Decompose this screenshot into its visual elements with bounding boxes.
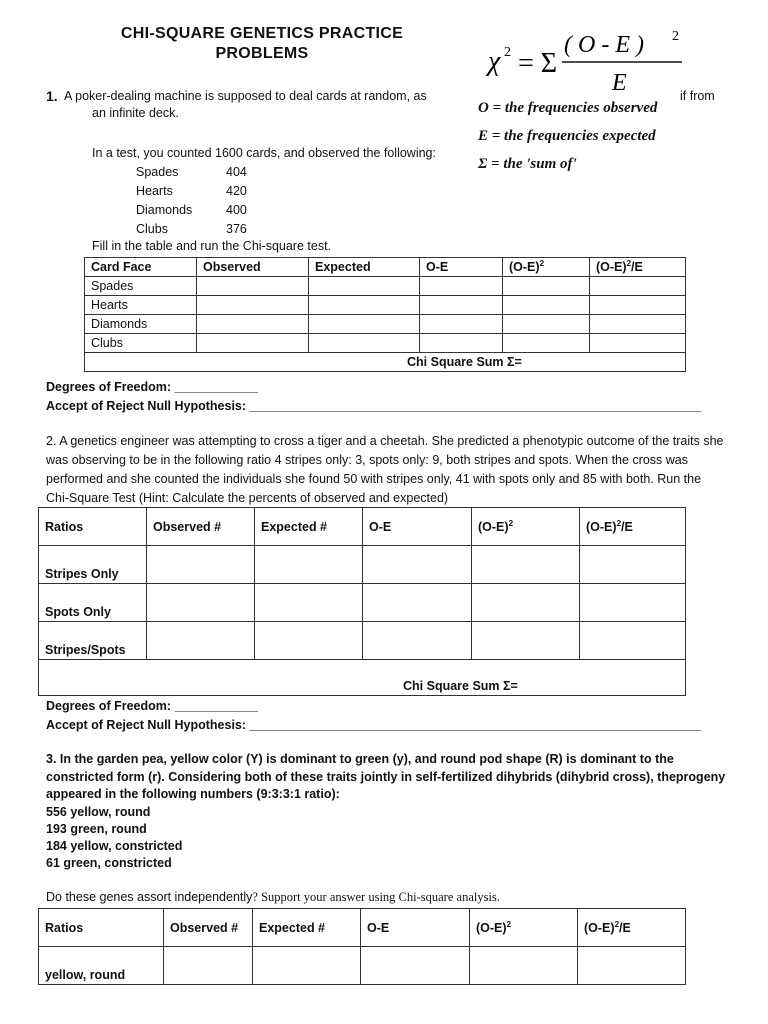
q1-table: [84, 257, 686, 372]
suit-value: 376: [226, 222, 247, 236]
chi-square-sum[interactable]: Chi Square Sum Σ=: [85, 353, 686, 372]
q3-text: 3. In the garden pea, yellow color (Y) is dominant to green (y), and round pod shape (R) is dominant to the constricted form (r). Considering both of these traits jointly in self-fertilized dihybrids (dihybrid cross), theprogeny appeared in the following numbers (9:3:3:1 ratio):: [46, 752, 726, 801]
suit-value: 420: [226, 184, 247, 198]
q1-instructions: Fill in the table and run the Chi-square test.: [92, 239, 332, 253]
page-title: CHI-SQUARE GENETICS PRACTICE PROBLEMS: [120, 25, 404, 62]
q1-test: In a test, you counted 1600 cards, and observed the following:: [92, 146, 436, 160]
formula-box: [472, 18, 712, 178]
formula-legend: [478, 94, 657, 178]
row-label: Clubs: [85, 334, 197, 353]
table-header-row: [39, 508, 686, 546]
formula-numerator: ( O - E ): [564, 32, 644, 58]
table-row: [85, 277, 686, 296]
table-row: [85, 315, 686, 334]
header-cell: $(O-E)^2$: [472, 508, 580, 546]
list-item: 556 yellow, round: [46, 805, 151, 819]
formula-legend-sum: Σ = the 'sum of': [478, 156, 577, 172]
suit-value: 400: [226, 203, 247, 217]
header-cell: O-E: [420, 258, 503, 277]
table-row: [39, 947, 686, 985]
q2-answer-block: [46, 697, 701, 735]
degrees-of-freedom[interactable]: Degrees of Freedom: ____________: [46, 699, 258, 713]
chi-square-sum[interactable]: Chi Square Sum Σ=: [39, 660, 686, 696]
header-cell: O-E: [363, 508, 472, 546]
header-cell: $(O-E)^2$: [470, 909, 578, 947]
formula-chi-exponent: 2: [504, 45, 511, 60]
q3-table: [38, 908, 686, 985]
formula-numerator-exponent: 2: [672, 29, 679, 44]
table-row: [39, 622, 686, 660]
q1-text: A poker-dealing machine is supposed to deal cards at random, as: [64, 89, 427, 103]
null-hypothesis[interactable]: Accept of Reject Null Hypothesis: _________________________________________________________________: [46, 718, 702, 732]
header-cell: Expected #: [255, 508, 363, 546]
suit-value: 404: [226, 165, 247, 179]
suit-name: Diamonds: [136, 203, 193, 217]
degrees-of-freedom[interactable]: Degrees of Freedom: ____________: [46, 380, 258, 394]
table-row: [39, 546, 686, 584]
header-cell: $(O-E)^2/E$: [590, 258, 686, 277]
sum-row: [39, 660, 686, 696]
list-item: 61 green, constricted: [46, 856, 172, 870]
header-cell: $(O-E)^2/E$: [578, 909, 686, 947]
row-label: Diamonds: [85, 315, 197, 334]
row-label: Spades: [85, 277, 197, 296]
null-hypothesis[interactable]: Accept of Reject Null Hypothesis: _________________________________________________________________: [46, 399, 702, 413]
q2-text: 2. A genetics engineer was attempting to cross a tiger and a cheetah. She predicted a phenotypic outcome of the traits she was observing to be in the following ratio 4 stripes only: 3, spots only: 9, both stripes and spots. When the cross was performed and she counted the individuals she found 50 with stripes only, 41 with spots only and 85 with both. Run the Chi-Square Test (Hint: Calculate the percents of observed and expected): [46, 434, 724, 505]
row-label: yellow, round: [39, 947, 164, 985]
formula-sigma: = Σ: [518, 48, 558, 79]
suit-list: [136, 163, 192, 239]
q1-number: 1.: [46, 88, 58, 104]
q3-question: Do these genes assort independently? Support your answer using Chi-square analysis.: [46, 890, 500, 904]
header-cell: Ratios: [39, 909, 164, 947]
row-label: Hearts: [85, 296, 197, 315]
header-cell: $(O-E)^2/E$: [580, 508, 686, 546]
suit-values: [226, 163, 247, 239]
q1-text-end: if from: [680, 89, 715, 103]
suit-name: Hearts: [136, 184, 173, 198]
header-cell: Observed #: [147, 508, 255, 546]
formula-chi: χ: [488, 46, 501, 77]
suit-name: Spades: [136, 165, 179, 179]
formula-denominator: E: [612, 70, 627, 96]
header-cell: O-E: [361, 909, 470, 947]
table-row: [85, 334, 686, 353]
q1-answer-block: [46, 378, 701, 416]
chi-square-formula: [472, 18, 712, 98]
q3-progeny-list: [46, 804, 182, 872]
q2-table: [38, 507, 686, 696]
row-label: Stripes/Spots: [39, 622, 147, 660]
header-cell: Observed #: [164, 909, 253, 947]
header-cell: Expected #: [253, 909, 361, 947]
row-label: Stripes Only: [39, 546, 147, 584]
list-item: 184 yellow, constricted: [46, 839, 183, 853]
suit-name: Clubs: [136, 222, 168, 236]
list-item: 193 green, round: [46, 822, 147, 836]
formula-legend-e: E = the frequencies expected: [478, 128, 656, 144]
formula-legend-o: O = the frequencies observed: [478, 100, 658, 116]
table-header-row: [85, 258, 686, 277]
table-row: [39, 584, 686, 622]
table-row: [85, 296, 686, 315]
q1-text-line2: an infinite deck.: [92, 106, 179, 120]
row-label: Spots Only: [39, 584, 147, 622]
header-cell: Card Face: [85, 258, 197, 277]
header-cell: Ratios: [39, 508, 147, 546]
table-header-row: [39, 909, 686, 947]
header-cell: Expected: [309, 258, 420, 277]
header-cell: $(O-E)^2$: [503, 258, 590, 277]
sum-row: [85, 353, 686, 372]
header-cell: Observed: [197, 258, 309, 277]
